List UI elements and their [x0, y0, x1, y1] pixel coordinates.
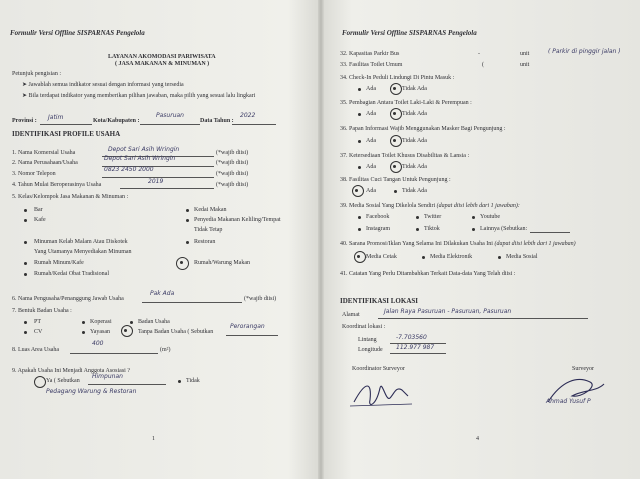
q8-label: 8. Luas Area Usaha [12, 347, 59, 353]
q5-option-bar: Bar [34, 207, 43, 213]
q35-label: 35. Pembagian Antara Toilet Laki-Laki & Perempuan : [340, 100, 472, 106]
q1-wajib: (*wajib diisi) [216, 150, 249, 156]
q5-option-penyedia: Penyedia Makanan Keliling/Tempat [194, 217, 281, 223]
loc-title: IDENTIFIKASI LOKASI [340, 297, 418, 305]
q5-option-kelab-2: Yang Utamanya Menyediakan Minuman [34, 249, 132, 255]
q2-value: Depot Sari Asih Wringin [104, 155, 176, 162]
q9-yes-value: Himpunan [92, 373, 123, 380]
left-page [0, 0, 318, 479]
q35-tidak-ada: Tidak Ada [402, 111, 427, 117]
q7-option-cv: CV [34, 329, 43, 335]
q39-facebook: Facebook [366, 214, 390, 220]
q39-label: 39. Media Sosial Yang Dikelola Sendiri (dapat diisi lebih dari 1 jawaban): [340, 203, 520, 209]
section-title: IDENTIFIKASI PROFILE USAHA [12, 130, 121, 138]
q1-label: 1. Nama Komersial Usaha [12, 150, 76, 156]
q34-label: 34. Check-In Peduli Lindungi Di Pintu Masuk : [340, 75, 455, 81]
q4-wajib: (*wajib diisi) [216, 182, 249, 188]
q8-unit: (m²) [160, 347, 171, 353]
left-page-number: 1 [152, 436, 155, 442]
q5-option-kedai-makan: Kedai Makan [194, 207, 227, 213]
q36-label: 36. Papan Informasi Wajib Menggunakan Masker Bagi Pengunjung : [340, 126, 506, 132]
q5-option-rumah-makan: Rumah/Warung Makan [194, 260, 251, 266]
q6-value: Pak Ada [150, 290, 175, 297]
right-header: Formulir Versi Offline SISPARNAS Pengelola [342, 29, 477, 37]
kota-label: Kota/Kabupaten : [93, 118, 140, 124]
instruction-1: ➤ Jawablah semua indikator sesuai dengan informasi yang tersedia [22, 82, 184, 88]
q33-unit: unit [520, 62, 530, 68]
q39-tiktok: Tiktok [424, 226, 440, 232]
q34-tidak-ada: Tidak Ada [402, 86, 427, 92]
q32-unit: unit [520, 51, 530, 57]
form-title: LAYANAN AKOMODASI PARIWISATA [108, 54, 216, 60]
q5-label: 5. Kelas/Kelompok Jasa Makanan & Minuman : [12, 194, 129, 200]
surveyor-label: Surveyor [572, 366, 594, 372]
q3-value: 0823 2450 2000 [104, 166, 154, 173]
q38-ada: Ada [366, 188, 376, 194]
koordinator-signature [346, 372, 416, 412]
q4-label: 4. Tahun Mulai Beroperasinya Usaha [12, 182, 102, 188]
q2-wajib: (*wajib diisi) [216, 160, 249, 166]
q33-label: 33. Fasilitas Toilet Umum [340, 62, 403, 68]
provinsi-label: Provinsi : [12, 118, 37, 124]
q7-option-tanpa: Tanpa Badan Usaha ( Sebutkan [138, 329, 214, 335]
surveyor-name: Ahmad Yusuf P [546, 398, 591, 405]
q7-option-badan-usaha: Badan Usaha [138, 319, 170, 325]
q3-wajib: (*wajib diisi) [216, 171, 249, 177]
right-page: Formulir Versi Offline SISPARNAS Pengelola 32. Kapasitas Parkir Bus - unit ( Parkir di pinggir jalan ) 33. Fasilitas Toilet Umum ( unit 34. Check-In Peduli Lindungi Di Pintu Masuk : Ada Tidak Ada 35. Pembagian Antara Toilet Laki-Laki & Perempuan : Ada Tidak Ada 36. Papan Informasi Wajib Menggunakan Masker Bagi Pengunjung : Ada Tidak Ada 37. Ketersediaan Toilet Khusus Disabilitas & Lansia : Ada Tidak Ada 38. Fasilitas Cuci Tangan Untuk Pengunjung : Ada Tidak Ada 39. Media Sosial Yang Dikelola Sendiri (dapat diisi lebih dari 1 jawaban): Facebook Twitter Youtube Instagram Tiktok Lainnya (Sebutkan: 40. Sarana Promosi/Iklan Yang Selama Ini Dilakukan Usaha Ini (dapat diisi lebih dari 1 jawaban) Media Cetak Media Elektronik Media Sosial 41. Catatan Yang Perlu Ditambahkan Terkait Data-data Yang Telah diisi : IDENTIFIKASI LOKASI Alamat Jalan Raya Pasuruan - Pasuruan, Pasuruan Koordinat lokasi : Lintang -7.703560 Longitude 112.977 987 Koordinator Surveyor Surveyor Ahmad Yusuf P 4 [340, 29, 621, 442]
q37-ada: Ada [366, 164, 376, 170]
alamat-label: Alamat [342, 312, 360, 318]
q5-option-restoran: Restoran [194, 239, 216, 245]
alamat-value: Jalan Raya Pasuruan - Pasuruan, Pasuruan [384, 308, 512, 315]
q36-tidak-ada: Tidak Ada [402, 138, 427, 144]
q40-media-sosial: Media Sosial [506, 254, 538, 260]
q37-tidak-ada: Tidak Ada [402, 164, 427, 170]
q4-value: 2019 [148, 178, 164, 185]
q7-option-koperasi: Koperasi [90, 319, 112, 325]
q1-value: Depot Sari Asih Wringin [108, 146, 180, 153]
q40-media-cetak: Media Cetak [366, 254, 397, 260]
q32-value: ( Parkir di pinggir jalan ) [548, 48, 621, 55]
q5-option-kafe: Kafe [34, 217, 46, 223]
q5-option-penyedia-2: Tidak Tetap [194, 227, 223, 233]
q7-option-yayasan: Yayasan [90, 329, 111, 335]
q39-instagram: Instagram [366, 226, 390, 232]
q5-option-rumah-minum: Rumah Minum/Kafe [34, 260, 84, 266]
q6-label: 6. Nama Pengusaha/Penanggung Jawab Usaha [12, 296, 124, 302]
q9-no: Tidak [186, 378, 200, 384]
q38-label: 38. Fasilitas Cuci Tangan Untuk Pengunjung : [340, 177, 451, 183]
q9-selected-circle [34, 376, 46, 388]
q5-option-kelab: Minuman Kelab Malam Atau Diskotek [34, 239, 128, 245]
form-subtitle: ( JASA MAKANAN & MINUMAN ) [115, 61, 210, 67]
right-page-number: 4 [476, 436, 479, 442]
tahun-label: Data Tahun : [200, 118, 234, 124]
q34-ada: Ada [366, 86, 376, 92]
q2-label: 2. Nama Perusahaan/Usaha [12, 160, 78, 166]
q3-label: 3. Nomor Telepon [12, 171, 56, 177]
q9-yes-value-2: Pedagang Warung & Restoran [46, 388, 137, 395]
q38-tidak-ada: Tidak Ada [402, 188, 427, 194]
q35-ada: Ada [366, 111, 376, 117]
provinsi-value: Jatim [48, 114, 64, 121]
q7-label: 7. Bentuk Badan Usaha : [12, 308, 72, 314]
q39-twitter: Twitter [424, 214, 442, 220]
instruction-2: ➤ Bila terdapat indikator yang memberikan pilihan jawaban, maka pilih yang sesuai lalu lingkari [22, 93, 256, 99]
q39-youtube: Youtube [480, 214, 501, 220]
q40-label: 40. Sarana Promosi/Iklan Yang Selama Ini Dilakukan Usaha Ini (dapat diisi lebih dari 1 jawaban) [340, 241, 576, 247]
q41-label: 41. Catatan Yang Perlu Ditambahkan Terkait Data-data Yang Telah diisi : [340, 271, 516, 277]
bujur-label: Longitude [358, 347, 383, 353]
tahun-value: 2022 [240, 112, 256, 119]
lintang-value: -7.703560 [396, 334, 427, 341]
q7-option-pt: PT [34, 319, 42, 325]
q9-yes: Ya ( Sebutkan [46, 378, 80, 384]
q37-label: 37. Ketersediaan Toilet Khusus Disabilitas & Lansia : [340, 153, 470, 159]
lintang-label: Lintang [358, 337, 377, 343]
q5-option-kedai-obat: Rumah/Kedai Obat Tradisional [34, 271, 109, 277]
q40-media-elektronik: Media Elektronik [430, 254, 473, 260]
left-header: Formulir Versi Offline SISPARNAS Pengelola [10, 29, 145, 37]
q36-ada: Ada [366, 138, 376, 144]
q39-lainnya: Lainnya (Sebutkan: [480, 226, 528, 232]
q7-value: Perorangan [230, 323, 265, 330]
q7-selected-circle [121, 325, 133, 337]
q8-value: 400 [92, 340, 104, 347]
kota-value: Pasuruan [156, 112, 184, 119]
q6-wajib: (*wajib diisi) [244, 296, 277, 302]
koordinat-label: Koordinat lokasi : [342, 324, 386, 330]
bujur-value: 112.977 987 [396, 344, 435, 351]
koordinator-label: Koordinator Surveyor [352, 366, 405, 372]
q9-label: 9. Apakah Usaha Ini Menjadi Anggota Asosiasi ? [12, 368, 130, 374]
q32-label: 32. Kapasitas Parkir Bus [340, 51, 400, 57]
instructions-label: Petunjuk pengisian : [12, 71, 61, 77]
